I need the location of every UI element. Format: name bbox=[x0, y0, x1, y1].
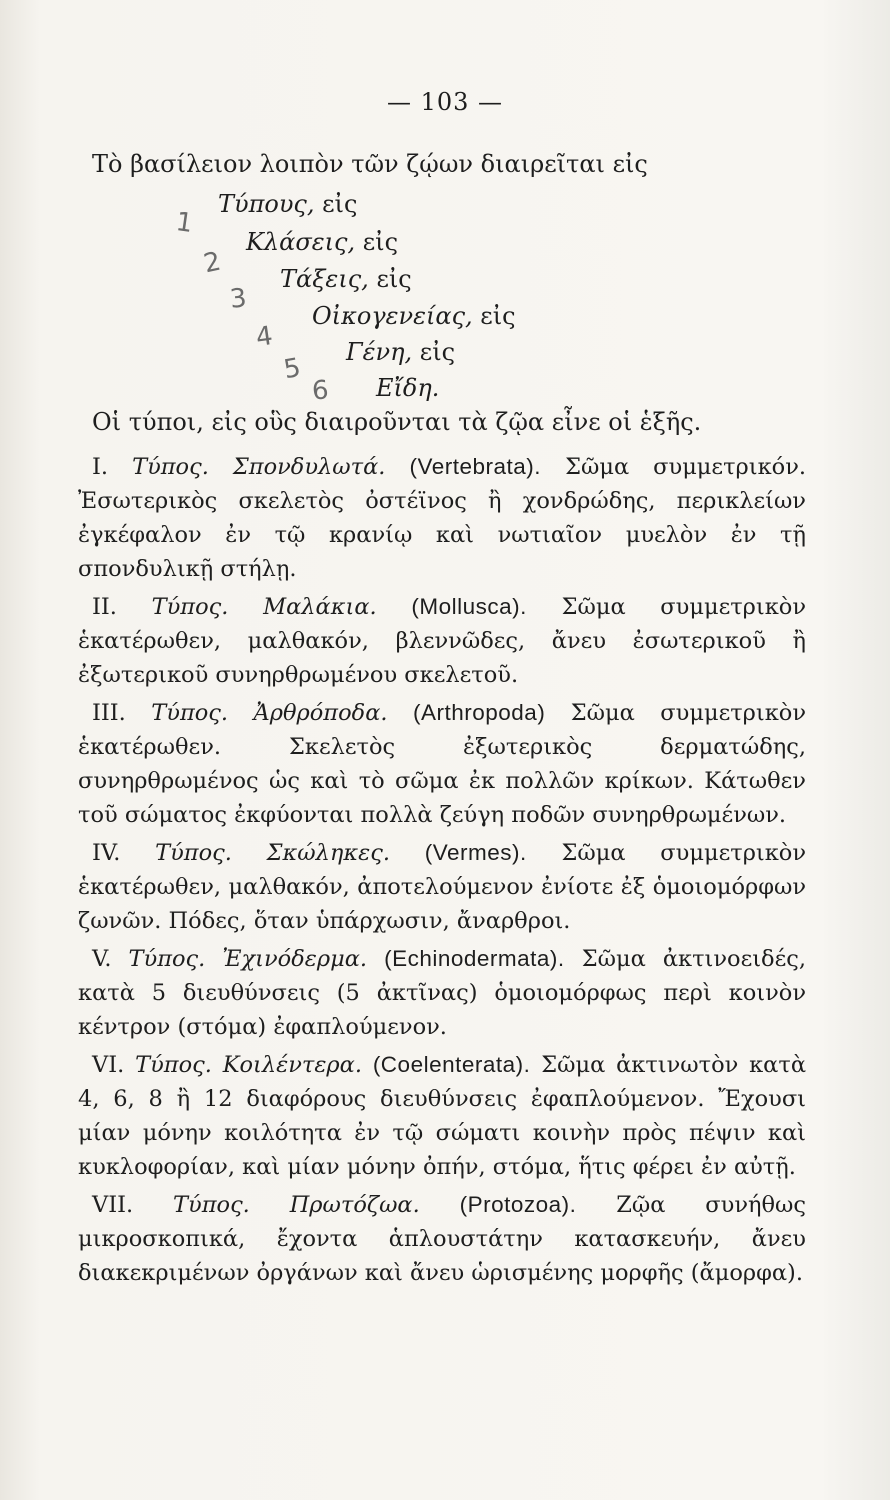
type-description: Ζῷα συνήθως μικροσκοπικά, ἔχοντα ἁπλουστάτην κατασκευήν, ἄνευ διακεκριμένων ὀργάνων καὶ ἄνευ ὡρισμένης μορφῆς (ἄμορφα). bbox=[78, 1192, 806, 1286]
pencil-mark: 3 bbox=[228, 283, 249, 315]
type-numeral: I. bbox=[92, 454, 109, 480]
hierarchy-level-5 bbox=[346, 338, 455, 366]
hierarchy-suffix: εἰς bbox=[376, 265, 412, 293]
type-numeral: V. bbox=[92, 946, 112, 972]
hierarchy-suffix: εἰς bbox=[480, 302, 516, 330]
type-latin-name: (Coelenterata). bbox=[372, 1052, 531, 1077]
type-latin-name: (Vertebrata). bbox=[409, 454, 542, 479]
type-name: Κοιλέντερα. bbox=[222, 1052, 362, 1078]
type-label: Τύπος. bbox=[132, 454, 209, 480]
type-label: Τύπος. bbox=[128, 946, 206, 972]
summary-line: Οἱ τύποι, εἰς οὓς διαιροῦνται τὰ ζῷα εἶνε οἱ ἑξῆς. bbox=[92, 408, 702, 436]
type-label: Τύπος. bbox=[151, 594, 229, 620]
type-name: Σπονδυλωτά. bbox=[232, 454, 386, 480]
hierarchy-term: Γένη, bbox=[346, 338, 413, 366]
type-name: Σκώληκες. bbox=[266, 840, 390, 866]
type-entry-4 bbox=[78, 836, 806, 938]
hierarchy-suffix: εἰς bbox=[419, 338, 456, 366]
hierarchy-level-3 bbox=[280, 265, 412, 293]
type-label: Τύπος. bbox=[155, 840, 232, 866]
type-numeral: VII. bbox=[92, 1192, 134, 1218]
type-entry-3 bbox=[78, 696, 806, 832]
types-list bbox=[78, 450, 806, 1290]
type-name: Ἐχινόδερμα. bbox=[222, 946, 368, 972]
type-latin-name: (Echinodermata). bbox=[384, 946, 565, 971]
hierarchy-level-2 bbox=[246, 228, 398, 256]
type-name: Μαλάκια. bbox=[263, 594, 377, 620]
type-latin-name: (Arthropoda) bbox=[413, 700, 546, 725]
hierarchy-suffix: εἰς bbox=[362, 228, 399, 256]
type-description: Σῶμα συμμετρικὸν ἑκατέρωθεν, μαλθακόν, ἀποτελούμενον ἐνίοτε ἐξ ὁμοιομόρφων ζωνῶν. Πόδες, ὅταν ὑπάρχωσιν, ἄναρθροι. bbox=[78, 840, 807, 934]
type-latin-name: (Mollusca). bbox=[411, 594, 527, 619]
type-description: Σῶμα ἀκτινοειδές, κατὰ 5 διευθύνσεις (5 ἀκτῖνας) ὁμοιομόρφως περὶ κοινὸν κέντρον (στόμα) ἐφαπλούμενον. bbox=[78, 946, 807, 1040]
type-label: Τύπος. bbox=[173, 1192, 250, 1218]
hierarchy-term: Τάξεις, bbox=[280, 265, 369, 293]
type-numeral: IV. bbox=[92, 840, 121, 866]
hierarchy-term: Οἰκογενείας, bbox=[312, 302, 473, 330]
type-entry-5 bbox=[78, 942, 806, 1044]
type-description: Σῶμα συμμετρικὸν ἑκατέρωθεν, μαλθακόν, βλεννῶδες, ἄνευ ἐσωτερικοῦ ἢ ἐξωτερικοῦ συνηρθρωμένου σκελετοῦ. bbox=[78, 594, 807, 688]
type-numeral: III. bbox=[92, 700, 126, 726]
hierarchy-term: Κλάσεις, bbox=[246, 228, 356, 256]
type-description: Σῶμα συμμετρικόν. Ἐσωτερικὸς σκελετὸς ὀστέϊνος ἢ χονδρώδης, περικλείων ἐγκέφαλον ἐν τῷ κρανίῳ καὶ νωτιαῖον μυελὸν ἐν τῇ σπονδυλικῇ στήλῃ. bbox=[78, 454, 807, 582]
type-latin-name: (Vermes). bbox=[424, 840, 527, 865]
type-description: Σῶμα συμμετρικὸν ἑκατέρωθεν. Σκελετὸς ἐξωτερικὸς δερματώδης, συνηρθρωμένος ὡς καὶ τὸ σῶμα ἐκ πολλῶν κρίκων. Κάτωθεν τοῦ σώματος ἐκφύονται πολλὰ ζεύγη ποδῶν συνηρθρωμένων. bbox=[78, 700, 807, 828]
type-entry-6 bbox=[78, 1048, 806, 1184]
pencil-mark: 4 bbox=[253, 320, 275, 354]
hierarchy-term: Τύπους, bbox=[218, 190, 315, 218]
type-numeral: VI. bbox=[92, 1052, 125, 1078]
hierarchy-level-6 bbox=[376, 374, 439, 402]
pencil-mark: 2 bbox=[201, 246, 224, 280]
hierarchy-level-1 bbox=[218, 190, 357, 218]
pencil-mark: 1 bbox=[173, 206, 195, 240]
hierarchy-term: Εἴδη. bbox=[376, 374, 440, 402]
type-latin-name: (Protozoa). bbox=[459, 1192, 577, 1217]
type-numeral: II. bbox=[92, 594, 117, 620]
hierarchy-level-4 bbox=[312, 302, 516, 330]
type-description: Σῶμα ἀκτινωτὸν κατὰ 4, 6, 8 ἢ 12 διαφόρους διευθύνσεις ἐφαπλούμενον. Ἔχουσι μίαν μόνην κοιλότητα ἐν τῷ σώματι κοινὴν πρὸς πέψιν καὶ κυκλοφορίαν, καὶ μίαν μόνην ὀπήν, στόμα, ἥτις φέρει ἐν αὐτῇ. bbox=[78, 1052, 807, 1180]
type-label: Τύπος. bbox=[135, 1052, 212, 1078]
page-number: — 103 — bbox=[386, 88, 504, 116]
type-name: Ἀρθρόποδα. bbox=[253, 700, 388, 726]
pencil-mark: 5 bbox=[281, 352, 304, 386]
type-entry-1 bbox=[78, 450, 806, 586]
type-entry-2 bbox=[78, 590, 806, 692]
type-entry-7 bbox=[78, 1188, 806, 1290]
intro-line: Τὸ βασίλειον λοιπὸν τῶν ζῴων διαιρεῖται εἰς bbox=[92, 150, 648, 178]
hierarchy-suffix: εἰς bbox=[322, 190, 358, 218]
type-name: Πρωτόζωα. bbox=[289, 1192, 420, 1218]
pencil-mark: 6 bbox=[310, 375, 330, 407]
type-label: Τύπος. bbox=[151, 700, 229, 726]
